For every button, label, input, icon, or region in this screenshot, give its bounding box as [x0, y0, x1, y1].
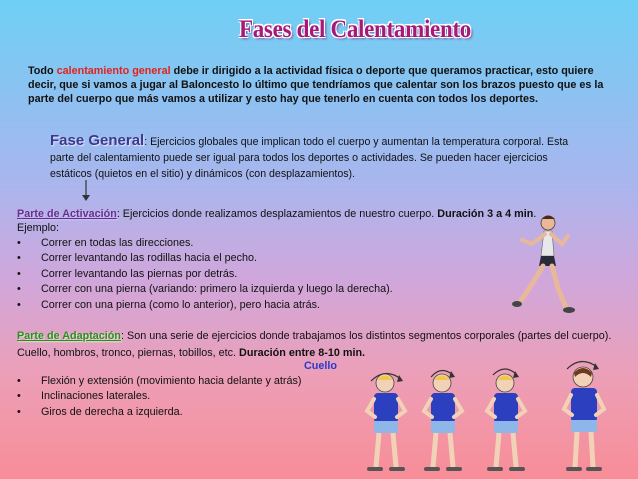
- intro-text-start: Todo: [28, 65, 57, 77]
- adaptacion-duration: Duración entre 8-10 min.: [239, 347, 366, 359]
- intro-highlight: calentamiento general: [56, 65, 171, 77]
- intro-paragraph: [28, 64, 618, 106]
- activacion-duration-end: .: [533, 208, 537, 220]
- adaptacion-text: : Son una serie de ejercicios donde trabajamos los distintos segmentos corporales (partes del cuerpo). Cuello, hombros, tronco, piernas, tobillos, etc.: [17, 330, 612, 359]
- list-item: • Correr levantando las rodillas hacia el pecho.: [17, 251, 393, 266]
- slide-title: Fases del Calentamiento: [238, 14, 472, 43]
- intro-text-end: debe ir dirigido a la actividad física o deporte que queramos practicar, esto quiere decir, que si vamos a jugar al Baloncesto lo último que tendríamos que calentar son los brazos puesto que es la parte del cuerpo que más vamos a utilizar y esto hay que tenerlo en cuenta con todos los deportes.: [28, 65, 604, 105]
- list-item: • Giros de derecha a izquierda.: [17, 405, 301, 420]
- adaptacion-label: Parte de Adaptación: [17, 330, 121, 342]
- adaptacion-list: [17, 374, 301, 420]
- activacion-duration: Duración 3 a 4 min: [437, 208, 534, 220]
- fase-general-paragraph: [50, 133, 590, 182]
- neck-exercise-figures: [355, 355, 615, 479]
- list-item: • Flexión y extensión (movimiento hacia delante y atrás): [17, 374, 301, 389]
- figure-head-lateral-left: [424, 370, 462, 469]
- ejemplo-label: Ejemplo:: [17, 222, 60, 234]
- runner-illustration: [508, 210, 578, 318]
- list-item: • Correr con una pierna (variando: primero la izquierda y luego la derecha).: [17, 282, 393, 297]
- list-item: • Correr en todas las direcciones.: [17, 236, 393, 251]
- activacion-list: [17, 236, 393, 313]
- list-item: • Correr con una pierna (como lo anterior), pero hacia atrás.: [17, 298, 393, 313]
- cuello-label: Cuello: [304, 360, 337, 372]
- fase-general-text: : Ejercicios globales que implican todo el cuerpo y aumentan la temperatura corporal. Esta parte del calentamiento puede ser igual para todos los deportes o actividades. Se pueden hacer ejercicios estáticos (quietos en el sitio) y dinámicos (con desplazamientos).: [50, 136, 569, 180]
- figure-head-flexion: [367, 373, 405, 469]
- fase-general-label: Fase General: [50, 132, 145, 149]
- figure-head-rotation: [564, 361, 604, 469]
- figure-head-lateral-right: [487, 369, 525, 469]
- activacion-label: Parte de Activación: [17, 208, 117, 220]
- list-item: • Correr levantando las piernas por detrás.: [17, 267, 393, 282]
- down-arrow-icon: [80, 180, 92, 202]
- list-item: • Inclinaciones laterales.: [17, 389, 301, 404]
- activacion-text: : Ejercicios donde realizamos desplazamientos de nuestro cuerpo.: [116, 208, 438, 220]
